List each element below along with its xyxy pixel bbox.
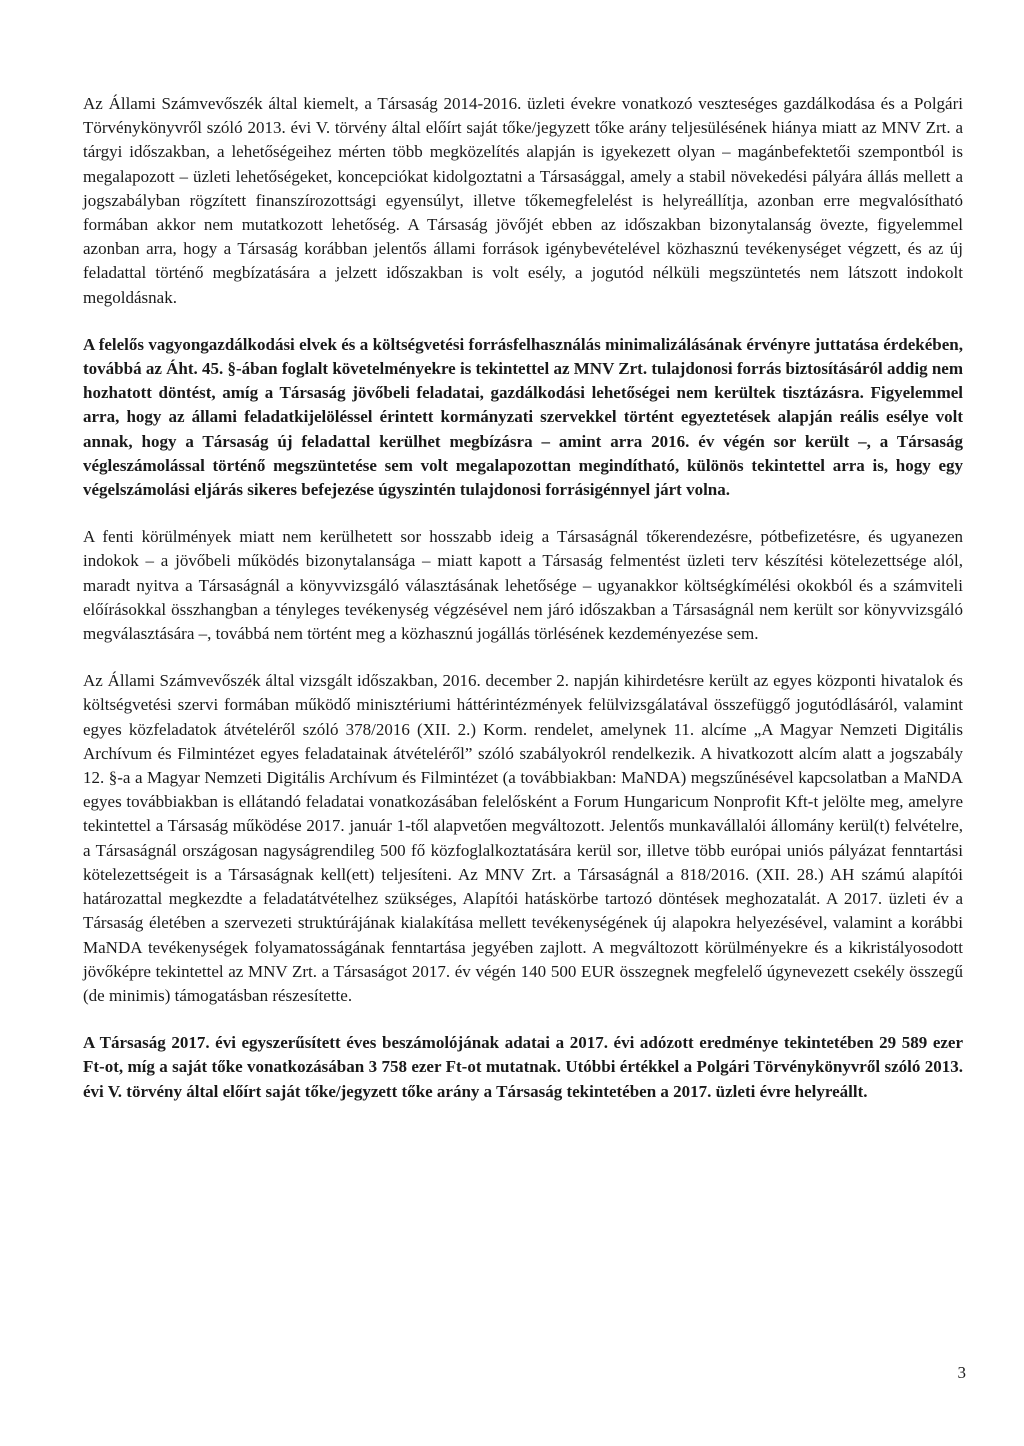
paragraph-5-bold: A Társaság 2017. évi egyszerűsített éves beszámolójának adatai a 2017. évi adózott eredménye tekintetében 29 589 ezer Ft-ot, míg a saját tőke vonatkozásában 3 758 ezer Ft-ot mutatnak. Utóbbi értékkel a Polgári Törvénykönyvről szóló 2013. évi V. törvény által előírt saját tőke/jegyzett tőke arány a Társaság tekintetében a 2017. üzleti évre helyreállt. xyxy=(83,1033,963,1101)
document-body xyxy=(83,92,963,1104)
paragraph-1: Az Állami Számvevőszék által kiemelt, a Társaság 2014-2016. üzleti évekre vonatkozó veszteséges gazdálkodása és a Polgári Törvénykönyvről szóló 2013. évi V. törvény által előírt saját tőke/jegyzett tőke arány teljesülésének hiánya miatt az MNV Zrt. a tárgyi időszakban, a lehetőségeihez mérten több megközelítés alapján is igyekezett olyan – magánbefektetői szempontból is megalapozott – üzleti lehetőségeket, koncepciókat kidolgoztatni a Társasággal, amely a stabil növekedési pályára állás mellett a jogszabályban rögzített finanszírozottsági egyensúlyt, illetve tőkemegfelelést is helyreállítja, azonban erre megvalósítható formában akkor nem mutatkozott lehetőség. A Társaság jövőjét ebben az időszakban bizonytalanság övezte, figyelemmel azonban arra, hogy a Társaság korábban jelentős állami források igénybevételével közhasznú tevékenységet végzett, és az új feladattal történő megbízatására a jelzett időszakban is volt esély, a jogutód nélküli megszüntetés nem látszott indokolt megoldásnak. xyxy=(83,94,963,307)
paragraph-3: A fenti körülmények miatt nem kerülhetett sor hosszabb ideig a Társaságnál tőkerendezésre, pótbefizetésre, és ugyanezen indokok – a jövőbeli működés bizonytalansága – miatt kapott a Társaság felmentést üzleti terv készítési kötelezettsége alól, maradt nyitva a Társaságnál a könyvvizsgáló választásának lehetősége – ugyanakkor költségkímélési okokból és a számviteli előírásokkal összhangban a tényleges tevékenység végzésével nem járó időszakban a Társaságnál nem került sor könyvvizsgáló megválasztására –, továbbá nem történt meg a közhasznú jogállás törlésének kezdeményezése sem. xyxy=(83,527,963,644)
page-number: 3 xyxy=(957,1363,966,1382)
paragraph-2-bold: A felelős vagyongazdálkodási elvek és a költségvetési forrásfelhasználás minimalizálásának érvényre juttatása érdekében, továbbá az Áht. 45. §-ában foglalt követelményekre is tekintettel az MNV Zrt. tulajdonosi forrás biztosításáról addig nem hozhatott döntést, amíg a Társaság jövőbeli feladatai, gazdálkodási lehetőségei nem kerültek tisztázásra. Figyelemmel arra, hogy az állami feladatkijelöléssel érintett kormányzati szervekkel történt egyeztetések alapján reális esélye volt annak, hogy a Társaság új feladattal kerülhet megbízásra – amint arra 2016. év végén sor került –, a Társaság végleszámolással történő megszüntetése sem volt megalapozottan megindítható, különös tekintettel arra is, hogy egy végelszámolási eljárás sikeres befejezése úgyszintén tulajdonosi forrásigénnyel járt volna. xyxy=(83,334,964,500)
paragraph-4: Az Állami Számvevőszék által vizsgált időszakban, 2016. december 2. napján kihirdetésre került az egyes központi hivatalok és költségvetési szervi formában működő minisztériumi háttérintézmények felülvizsgálatával összefüggő jogutódlásáról, valamint egyes közfeladatok átvételéről szóló 378/2016 (XII. 2.) Korm. rendelet, amelynek 11. alcíme „A Magyar Nemzeti Digitális Archívum és Filmintézet egyes feladatainak átvételéről” szóló szabályokról rendelkezik. A hivatkozott alcím alatt a jogszabály 12. §-a a Magyar Nemzeti Digitális Archívum és Filmintézet (a továbbiakban: MaNDA) megszűnésével kapcsolatban a MaNDA egyes továbbiakban is ellátandó feladatai vonatkozásában felelősként a Forum Hungaricum Nonprofit Kft-t jelölte meg, amelyre tekintettel a Társaság működése 2017. január 1-től alapvetően megváltozott. Jelentős munkavállalói állomány kerül(t) felvételre, a Társaságnál országosan nagyságrendileg 500 fő közfoglalkoztatására kerül sor, illetve több európai uniós pályázat fenntartási kötelezettségeit is a Társaságnak kell(ett) teljesíteni. Az MNV Zrt. a Társaságnál a 818/2016. (XII. 28.) AH számú alapítói határozattal megkezdte a feladatátvételhez szükséges, Alapítói hatáskörbe tartozó döntések meghozatalát. A 2017. üzleti év a Társaság életében a szervezeti struktúrájának kialakítása mellett tevékenységének új alapokra helyezésével, valamint a korábbi MaNDA tevékenységek folyamatosságának fenntartása jegyében zajlott. A megváltozott körülményekre és a kikristályosodott jövőképre tekintettel az MNV Zrt. a Társaságot 2017. év végén 140 500 EUR összegnek megfelelő úgynevezett csekély összegű (de minimis) támogatásban részesítette. xyxy=(83,671,963,1005)
